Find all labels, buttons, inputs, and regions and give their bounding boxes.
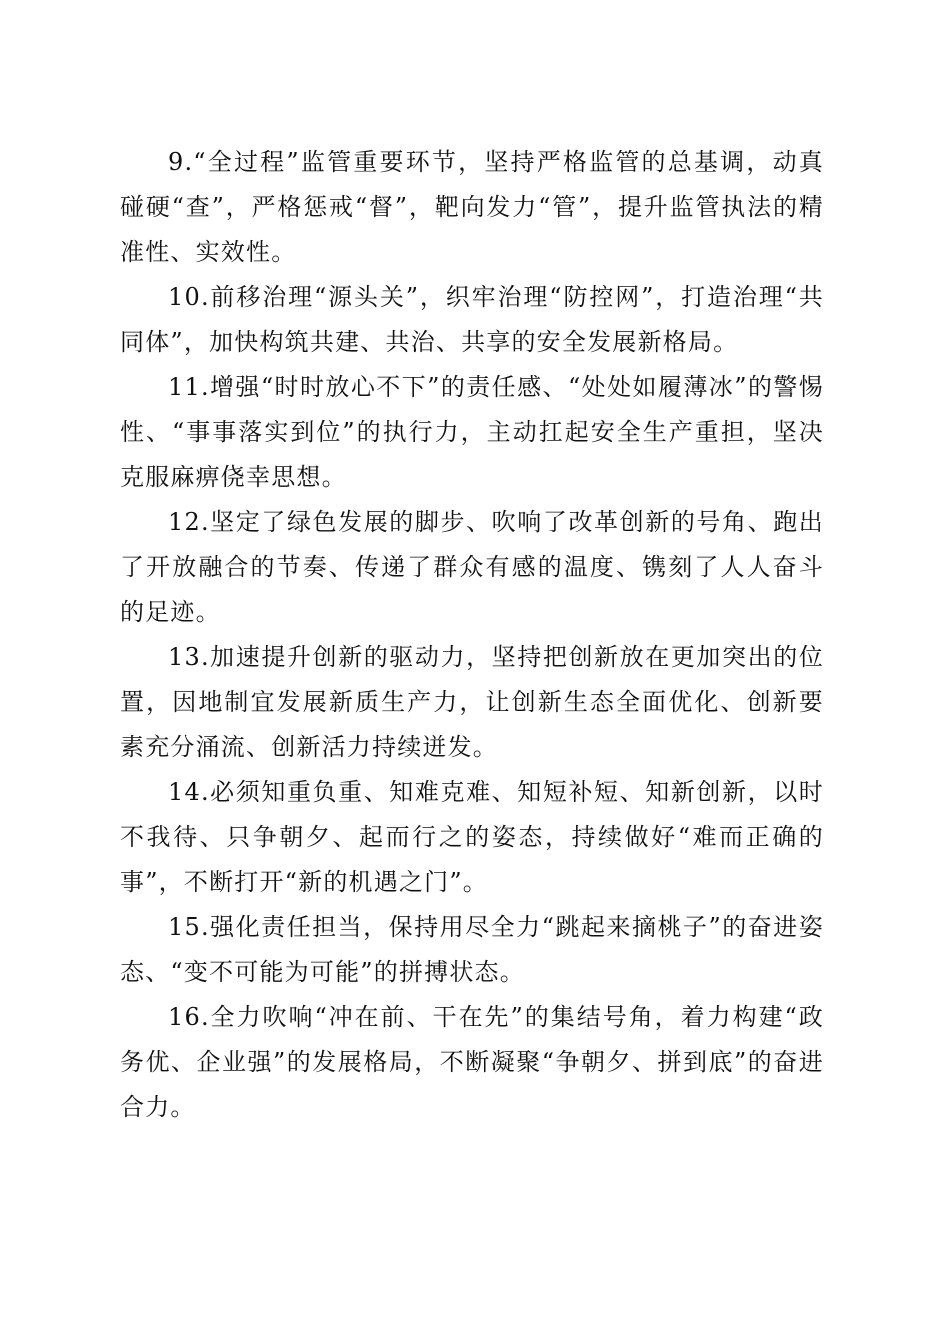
paragraph-13: 13.加速提升创新的驱动力，坚持把创新放在更加突出的位置，因地制宜发展新质生产力，让创新生态全面优化、创新要素充分涌流、创新活力持续迸发。	[120, 643, 824, 761]
paragraph-9: 9.“全过程”监管重要环节，坚持严格监管的总基调，动真碰硬“查”，严格惩戒“督”，靶向发力“管”，提升监管执法的精准性、实效性。	[120, 148, 824, 266]
paragraph-10: 10.前移治理“源头关”，织牢治理“防控网”，打造治理“共同体”，加快构筑共建、共治、共享的安全发展新格局。	[120, 283, 824, 356]
document-body	[120, 140, 824, 1130]
paragraph-14: 14.必须知重负重、知难克难、知短补短、知新创新，以时不我待、只争朝夕、起而行之的姿态，持续做好“难而正确的事”，不断打开“新的机遇之门”。	[120, 778, 824, 896]
paragraph-11: 11.增强“时时放心不下”的责任感、“处处如履薄冰”的警惕性、“事事落实到位”的执行力，主动扛起安全生产重担，坚决克服麻痹侥幸思想。	[120, 373, 824, 491]
paragraph-12: 12.坚定了绿色发展的脚步、吹响了改革创新的号角、跑出了开放融合的节奏、传递了群众有感的温度、镌刻了人人奋斗的足迹。	[120, 508, 824, 626]
paragraph-16: 16.全力吹响“冲在前、干在先”的集结号角，着力构建“政务优、企业强”的发展格局，不断凝聚“争朝夕、拼到底”的奋进合力。	[120, 1003, 824, 1121]
paragraph-15: 15.强化责任担当，保持用尽全力“跳起来摘桃子”的奋进姿态、“变不可能为可能”的拼搏状态。	[120, 913, 824, 986]
